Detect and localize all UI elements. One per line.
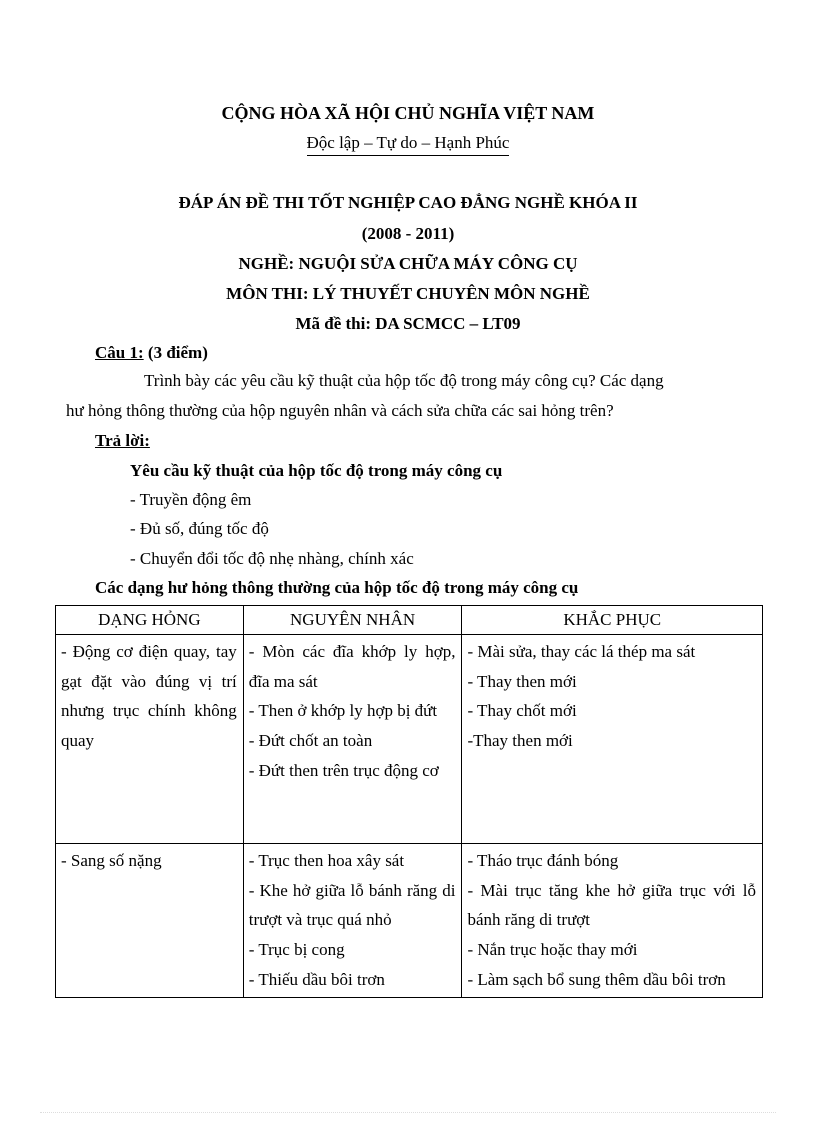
header-cause: NGUYÊN NHÂN	[243, 606, 462, 635]
country-header: CỘNG HÒA XÃ HỘI CHỦ NGHĨA VIỆT NAM	[221, 103, 595, 123]
cause-item: - Đứt then trên trục động cơ	[248, 760, 439, 780]
question-line-2: hư hỏng thông thường của hộp nguyên nhân và cách sửa chữa các sai hỏng trên?	[66, 401, 614, 420]
fix-cell	[462, 635, 763, 844]
header-damage: DẠNG HỎNG	[56, 606, 244, 635]
fix-item: - Nắn trục hoặc thay mới	[467, 940, 638, 960]
trade-title: NGHỀ: NGUỘI SỬA CHỮA MÁY CÔNG CỤ	[238, 254, 578, 273]
requirement-item: - Đủ số, đúng tốc độ	[130, 519, 269, 538]
table-header-row	[56, 606, 763, 635]
fix-cell	[462, 844, 763, 998]
question-line-1: Trình bày các yêu cầu kỹ thuật của hộp tốc độ trong máy công cụ? Các dạng	[144, 371, 664, 390]
exam-years: (2008 - 2011)	[361, 224, 455, 243]
fix-item: - Thay then mới	[467, 671, 577, 691]
cause-item: - Mòn các đĩa khớp ly hợp, đĩa ma sát	[248, 642, 456, 691]
table-row	[56, 635, 763, 844]
question-label: Câu 1:	[95, 343, 144, 362]
motto	[0, 133, 816, 156]
cause-item: - Đứt chốt an toàn	[248, 731, 373, 751]
fix-item: - Thay chốt mới	[467, 701, 577, 721]
cause-item: - Trục then hoa xây sát	[248, 851, 405, 870]
cause-item: - Khe hở giữa lỗ bánh răng di trượt và trục quá nhỏ	[248, 880, 456, 930]
table-row	[56, 844, 763, 998]
table-heading: Các dạng hư hỏng thông thường của hộp tốc độ trong máy công cụ	[95, 578, 579, 597]
question-header	[95, 343, 208, 363]
requirements-heading: Yêu cầu kỹ thuật của hộp tốc độ trong máy công cụ	[130, 461, 503, 480]
cause-item: - Trục bị cong	[248, 940, 345, 960]
header-fix: KHẮC PHỤC	[462, 606, 763, 635]
damage-cell: - Động cơ điện quay, tay gạt đặt vào đúng vị trí nhưng trục chính không quay	[56, 635, 244, 844]
subject-title: MÔN THI: LÝ THUYẾT CHUYÊN MÔN NGHỀ	[226, 284, 590, 303]
fix-item: -Thay then mới	[467, 731, 573, 751]
fix-item: - Mài sửa, thay các lá thép ma sát	[467, 642, 696, 661]
cause-item: - Then ở khớp ly hợp bị đứt	[248, 701, 438, 721]
fix-item: - Mài trục tăng khe hở giữa trục với lỗ bánh răng di trượt	[467, 880, 756, 930]
cause-item: - Thiếu dầu bôi trơn	[248, 969, 385, 989]
fix-item: - Làm sạch bổ sung thêm dầu bôi trơn	[467, 969, 726, 989]
motto-text: Độc lập – Tự do – Hạnh Phúc	[307, 133, 510, 156]
requirement-item: - Chuyển đổi tốc độ nhẹ nhàng, chính xác	[130, 549, 414, 568]
fix-item: - Tháo trục đánh bóng	[467, 851, 619, 870]
question-points: (3 điểm)	[147, 343, 208, 362]
exam-title: ĐÁP ÁN ĐỀ THI TỐT NGHIỆP CAO ĐẲNG NGHỀ KHÓA II	[178, 193, 638, 212]
damage-cell: - Sang số nặng	[56, 844, 244, 998]
exam-code: Mã đề thi: DA SCMCC – LT09	[295, 314, 521, 333]
cause-cell	[243, 844, 462, 998]
requirement-item: - Truyền động êm	[130, 490, 252, 509]
damage-table	[55, 605, 763, 998]
cause-cell	[243, 635, 462, 844]
answer-label: Trả lời:	[95, 431, 150, 450]
page-bottom-divider	[40, 1112, 776, 1113]
